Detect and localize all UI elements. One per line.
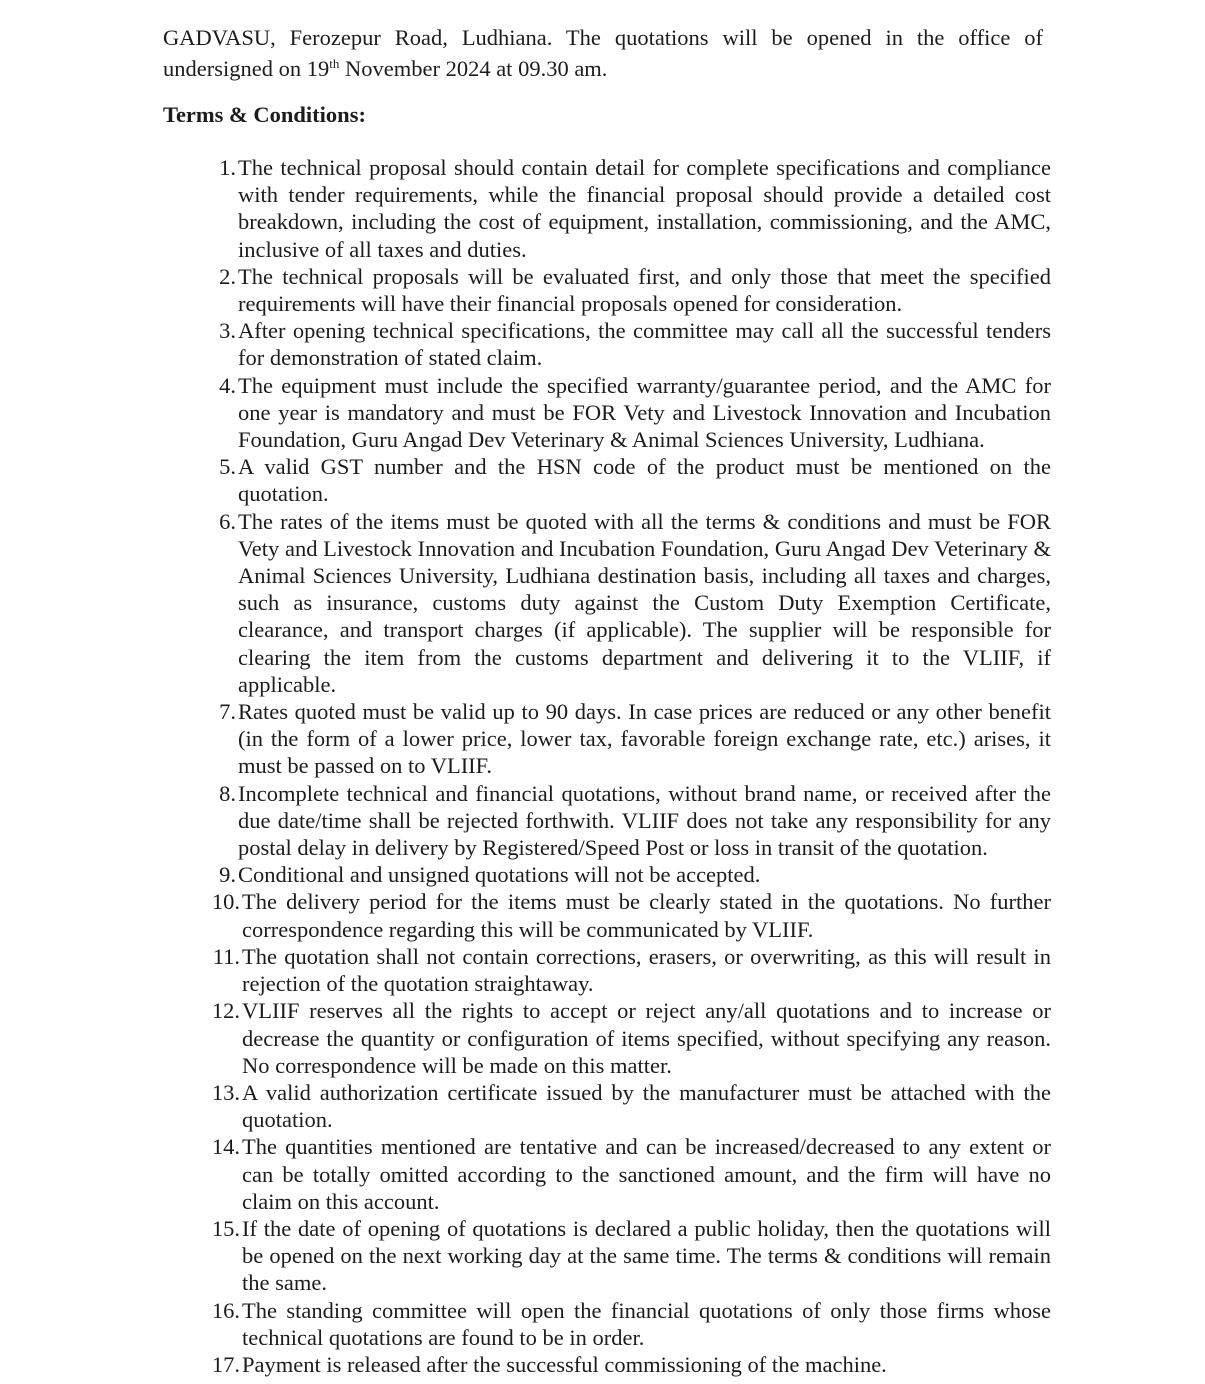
- intro-paragraph: [163, 22, 1043, 84]
- term-number: 3.: [219, 318, 236, 344]
- term-text: Rates quoted must be valid up to 90 days. In case prices are reduced or any other benefit (in the form of a lower price, lower tax, favorable foreign exchange rate, etc.) arises, it must be passed on to VLIIF.: [238, 699, 1051, 779]
- term-number: 10.: [211, 889, 240, 915]
- term-number: 8.: [219, 780, 236, 806]
- term-item: [196, 1351, 1051, 1378]
- term-item: [196, 861, 1051, 888]
- term-item: [196, 263, 1051, 317]
- term-item: [196, 372, 1051, 454]
- term-number: 9.: [219, 862, 236, 888]
- term-item: [196, 1215, 1051, 1297]
- term-text: After opening technical specifications, the committee may call all the successful tenders for demonstration of stated claim.: [238, 318, 1051, 371]
- term-number: 6.: [219, 508, 236, 534]
- term-text: A valid GST number and the HSN code of the product must be mentioned on the quotation.: [238, 454, 1051, 507]
- term-item: [196, 1133, 1051, 1215]
- term-item: [196, 1297, 1051, 1351]
- term-number: 5.: [219, 454, 236, 480]
- term-text: The standing committee will open the financial quotations of only those firms whose technical quotations are found to be in order.: [242, 1297, 1051, 1350]
- term-number: 15.: [211, 1215, 240, 1241]
- term-number: 7.: [219, 699, 236, 725]
- terms-list: [196, 154, 1051, 1378]
- term-number: 16.: [211, 1297, 240, 1323]
- term-text: The technical proposals will be evaluated first, and only those that meet the specified requirements will have their financial proposals opened for consideration.: [238, 263, 1051, 317]
- term-number: 2.: [219, 263, 236, 289]
- term-text: VLIIF reserves all the rights to accept or reject any/all quotations and to increase or decrease the quantity or configuration of items specified, without specifying any reason. No correspondence will be made on this matter.: [242, 998, 1051, 1078]
- term-item: [196, 997, 1051, 1079]
- intro-superscript: th: [329, 56, 340, 71]
- intro-text: GADVASU, Ferozepur Road, Ludhiana. The quotations will be opened in the office of undersigned on 19: [163, 25, 1043, 81]
- term-text: The delivery period for the items must be clearly stated in the quotations. No further correspondence regarding this will be communicated by VLIIF.: [242, 889, 1051, 942]
- term-item: [196, 888, 1051, 942]
- term-number: 1.: [219, 155, 236, 180]
- term-number: 11.: [212, 943, 240, 969]
- term-number: 4.: [219, 372, 236, 398]
- term-item: [196, 698, 1051, 780]
- term-text: The quotation shall not contain corrections, erasers, or overwriting, as this will result in rejection of the quotation straightaway.: [242, 943, 1051, 997]
- term-number: 12.: [211, 998, 240, 1024]
- terms-heading: Terms & Conditions:: [163, 102, 366, 127]
- term-text: Conditional and unsigned quotations will not be accepted.: [238, 862, 761, 888]
- term-item: [196, 1079, 1051, 1133]
- term-number: 13.: [211, 1079, 240, 1105]
- term-text: Incomplete technical and financial quotations, without brand name, or received after the due date/time shall be rejected forthwith. VLIIF does not take any responsibility for any postal delay in delivery by Registered/Speed Post or loss in transit of the quotation.: [238, 780, 1051, 861]
- term-item: [196, 943, 1051, 997]
- term-text: A valid authorization certificate issued by the manufacturer must be attached with the quotation.: [242, 1079, 1051, 1133]
- term-number: 17.: [211, 1351, 240, 1377]
- term-item: [196, 780, 1051, 862]
- term-text: The rates of the items must be quoted with all the terms & conditions and must be FOR Vety and Livestock Innovation and Incubation Foundation, Guru Angad Dev Veterinary & Animal Sciences University, Ludhiana destination basis, including all taxes and charges, such as insurance, customs duty against the Custom Duty Exemption Certificate, clearance, and transport charges (if applicable). The supplier will be responsible for clearing the item from the customs department and delivering it to the VLIIF, if applicable.: [238, 508, 1051, 697]
- term-text: The equipment must include the specified warranty/guarantee period, and the AMC for one year is mandatory and must be FOR Vety and Livestock Innovation and Incubation Foundation, Guru Angad Dev Veterinary & Animal Sciences University, Ludhiana.: [238, 372, 1051, 453]
- term-item: [196, 154, 1051, 263]
- intro-text-end: November 2024 at 09.30 am.: [339, 56, 608, 81]
- term-text: The quantities mentioned are tentative and can be increased/decreased to any extent or can be totally omitted according to the sanctioned amount, and the firm will have no claim on this account.: [242, 1134, 1051, 1214]
- term-text: The technical proposal should contain detail for complete specifications and compliance with tender requirements, while the financial proposal should provide a detailed cost breakdown, including the cost of equipment, installation, commissioning, and the AMC, inclusive of all taxes and duties.: [238, 155, 1051, 262]
- term-item: [196, 317, 1051, 371]
- term-item: [196, 453, 1051, 507]
- term-text: If the date of opening of quotations is declared a public holiday, then the quotations will be opened on the next working day at the same time. The terms & conditions will remain the same.: [242, 1215, 1051, 1296]
- term-number: 14.: [211, 1134, 240, 1160]
- term-item: [196, 508, 1051, 698]
- term-text: Payment is released after the successful commissioning of the machine.: [242, 1351, 887, 1377]
